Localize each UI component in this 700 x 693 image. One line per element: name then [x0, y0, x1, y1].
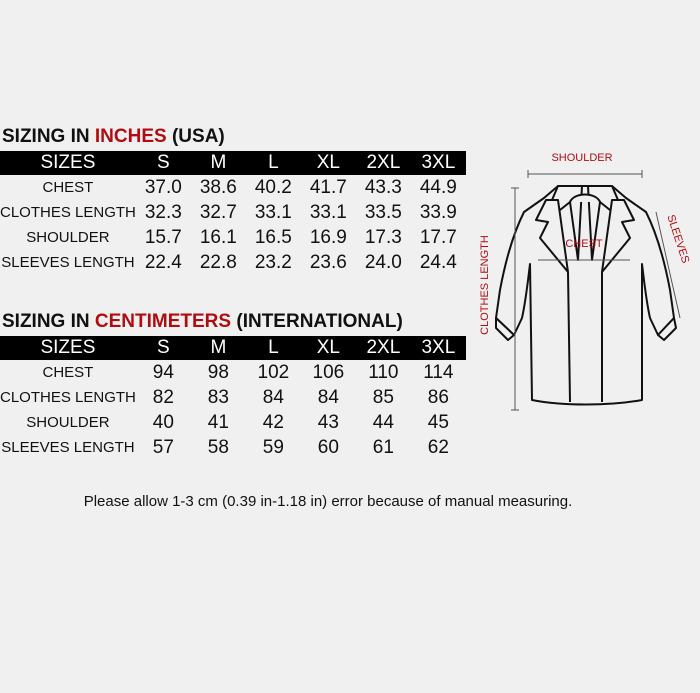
clothes-length-label: CLOTHES LENGTH — [479, 235, 491, 335]
measurement-value: 62 — [427, 436, 449, 458]
centimeters-heading-highlight: CENTIMETERS — [94, 311, 232, 332]
measurement-value: 33.9 — [419, 201, 457, 223]
size-header-2xl: 2XL — [356, 151, 411, 175]
size-header-s: S — [136, 151, 191, 175]
measurement-label: SLEEVES LENGTH — [1, 254, 135, 271]
measurement-value: 40.2 — [254, 176, 292, 198]
measurement-value: 23.6 — [309, 251, 347, 273]
measurement-value: 43 — [317, 411, 339, 433]
measurement-value: 45 — [427, 411, 449, 433]
size-header-xl: XL — [301, 151, 356, 175]
measurement-value: 32.7 — [199, 201, 237, 223]
measurement-value: 98 — [207, 361, 229, 383]
size-header-s: S — [136, 336, 191, 360]
measurement-value: 23.2 — [254, 251, 292, 273]
measurement-value: 84 — [262, 386, 284, 408]
measurement-label: CLOTHES LENGTH — [0, 204, 136, 221]
size-header-3xl: 3XL — [411, 336, 466, 360]
sizes-header: SIZES — [0, 336, 136, 360]
measurement-value: 44.9 — [419, 176, 457, 198]
table-row — [0, 410, 466, 435]
measurement-value: 57 — [152, 436, 174, 458]
inches-size-table — [0, 151, 466, 275]
size-header-m: M — [191, 151, 246, 175]
measurement-value: 38.6 — [199, 176, 237, 198]
measurement-value: 60 — [317, 436, 339, 458]
measurement-value: 24.4 — [419, 251, 457, 273]
measurement-note: Please allow 1-3 cm (0.39 in-1.18 in) error because of manual measuring. — [83, 493, 573, 510]
measurement-value: 22.8 — [199, 251, 237, 273]
measurement-value: 33.1 — [254, 201, 292, 223]
measurement-value: 84 — [317, 386, 339, 408]
measurement-value: 82 — [152, 386, 174, 408]
measurement-value: 15.7 — [144, 226, 182, 248]
size-header-m: M — [191, 336, 246, 360]
inches-heading: SIZING IN INCHES (USA) — [2, 126, 225, 147]
measurement-value: 22.4 — [144, 251, 182, 273]
measurement-value: 106 — [312, 361, 345, 383]
measurement-value: 16.9 — [309, 226, 347, 248]
measurement-value: 83 — [207, 386, 229, 408]
measurement-label: SLEEVES LENGTH — [1, 439, 135, 456]
coat-diagram — [470, 140, 700, 440]
table-row — [0, 225, 466, 250]
table-row — [0, 360, 466, 385]
chest-label: CHEST — [565, 238, 603, 250]
centimeters-heading: SIZING IN CENTIMETERS (INTERNATIONAL) — [2, 311, 403, 332]
coat-outline-icon — [496, 186, 676, 405]
measurement-value: 61 — [372, 436, 394, 458]
measurement-value: 41 — [207, 411, 229, 433]
measurement-label: SHOULDER — [26, 229, 110, 246]
measurement-label: CLOTHES LENGTH — [0, 389, 136, 406]
measurement-value: 86 — [427, 386, 449, 408]
measurement-value: 24.0 — [364, 251, 402, 273]
measurement-value: 16.1 — [199, 226, 237, 248]
measurement-value: 43.3 — [364, 176, 402, 198]
centimeters-size-table — [0, 336, 466, 460]
table-row — [0, 200, 466, 225]
size-header-xl: XL — [301, 336, 356, 360]
sizes-header: SIZES — [0, 151, 136, 175]
measurement-value: 59 — [262, 436, 284, 458]
measurement-value: 41.7 — [309, 176, 347, 198]
measurement-label: CHEST — [42, 364, 94, 381]
table-row — [0, 175, 466, 200]
size-header-l: L — [246, 151, 301, 175]
measurement-value: 16.5 — [254, 226, 292, 248]
table-row — [0, 385, 466, 410]
size-header-3xl: 3XL — [411, 151, 466, 175]
measurement-value: 85 — [372, 386, 394, 408]
measurement-value: 17.7 — [419, 226, 457, 248]
measurement-value: 42 — [262, 411, 284, 433]
size-header-l: L — [246, 336, 301, 360]
measurement-value: 33.5 — [364, 201, 402, 223]
shoulder-label: SHOULDER — [551, 152, 613, 164]
measurement-value: 17.3 — [364, 226, 402, 248]
measurement-label: CHEST — [42, 179, 94, 196]
measurement-value: 44 — [372, 411, 394, 433]
measurement-value: 102 — [257, 361, 290, 383]
measurement-value: 58 — [207, 436, 229, 458]
table-row — [0, 250, 466, 275]
measurement-label: SHOULDER — [26, 414, 110, 431]
measurement-value: 32.3 — [144, 201, 182, 223]
measurement-value: 33.1 — [309, 201, 347, 223]
size-header-row — [0, 336, 466, 360]
table-row — [0, 435, 466, 460]
measurement-value: 114 — [423, 361, 454, 383]
inches-heading-highlight: INCHES — [94, 126, 167, 147]
sleeves-label: SLEEVES — [664, 213, 692, 265]
size-header-row — [0, 151, 466, 175]
measurement-value: 40 — [152, 411, 174, 433]
size-header-2xl: 2XL — [356, 336, 411, 360]
measurement-value: 37.0 — [144, 176, 182, 198]
measurement-value: 110 — [368, 361, 399, 383]
measurement-value: 94 — [152, 361, 174, 383]
